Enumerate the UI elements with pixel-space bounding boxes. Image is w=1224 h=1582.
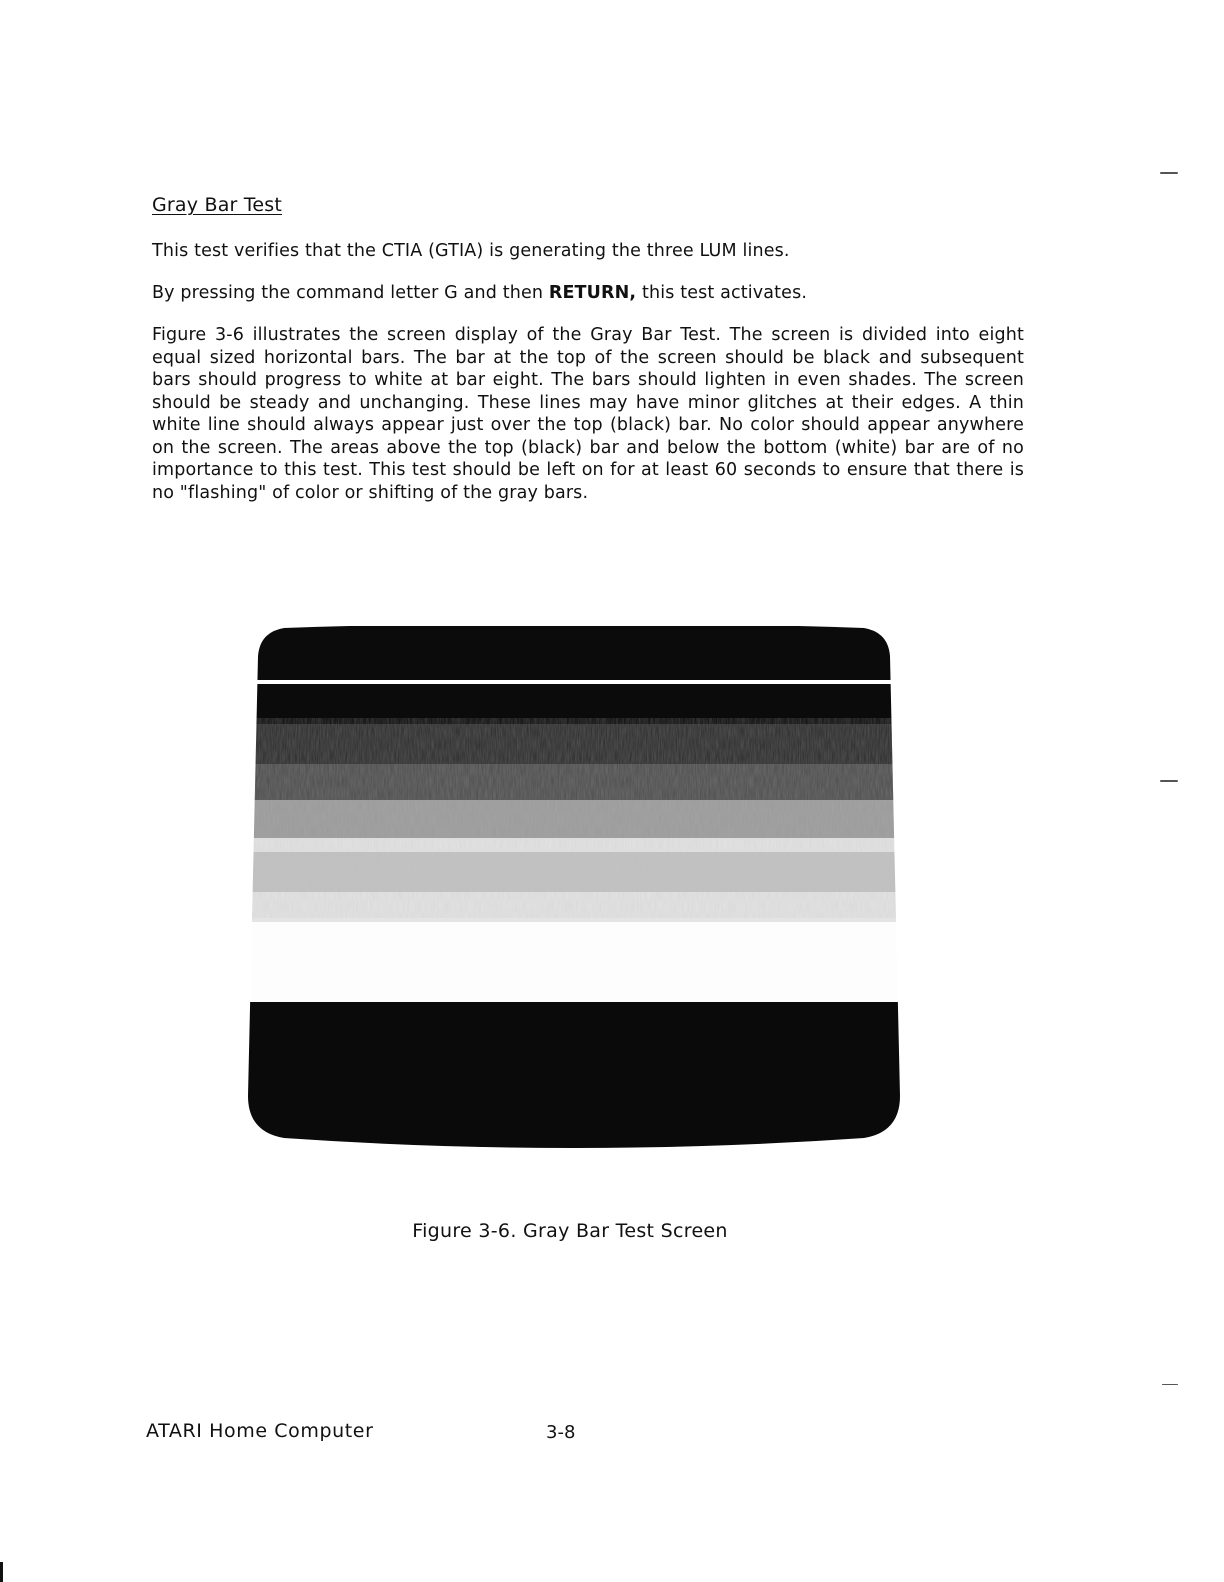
figure-caption-text: Figure 3-6. Gray Bar Test Screen bbox=[412, 1220, 728, 1242]
footer-title: ATARI Home Computer bbox=[146, 1420, 374, 1442]
return-key-text: RETURN, bbox=[548, 283, 637, 303]
gray-bar-10 bbox=[244, 1002, 904, 1152]
page-number: 3-8 bbox=[546, 1422, 576, 1443]
scanline-noise bbox=[244, 718, 904, 918]
gray-bar-9 bbox=[244, 922, 904, 1002]
activation-text-end: this test activates. bbox=[636, 283, 808, 303]
description-paragraph: Figure 3-6 illustrates the screen display of the Gray Bar Test. The screen is divided into eight equal sized horizontal bars. The bar at the top of the screen should be black and subsequent bars should progress to white at bar eight. The bars should lighten in even shades. The screen should be steady and unchanging. These lines may have minor glitches at their edges. A thin white line should always appear just over the top (black) bar. No color should appear anywhere on the screen. The areas above the top (black) bar and below the bottom (white) bar are of no importance to this test. This test should be left on for at least 60 seconds to ensure that there is no "flashing" of color or shifting of the gray bars. bbox=[152, 325, 1024, 503]
section-heading: Gray Bar Test bbox=[152, 194, 283, 216]
scan-mark bbox=[1162, 1384, 1178, 1385]
crt-screen-image bbox=[244, 626, 904, 1152]
scan-edge-mark bbox=[0, 1562, 3, 1582]
activation-paragraph bbox=[152, 282, 1032, 305]
gray-bar-0 bbox=[244, 626, 904, 680]
scan-mark bbox=[1160, 172, 1178, 174]
thin-white-line bbox=[244, 680, 904, 684]
scan-mark bbox=[1160, 780, 1178, 782]
figure-caption bbox=[0, 1220, 1224, 1242]
gray-bar-test-screen-figure bbox=[244, 626, 904, 1152]
intro-paragraph: This test verifies that the CTIA (GTIA) is generating the three LUM lines. bbox=[152, 241, 790, 261]
activation-text-start: By pressing the command letter G and then bbox=[152, 283, 549, 303]
